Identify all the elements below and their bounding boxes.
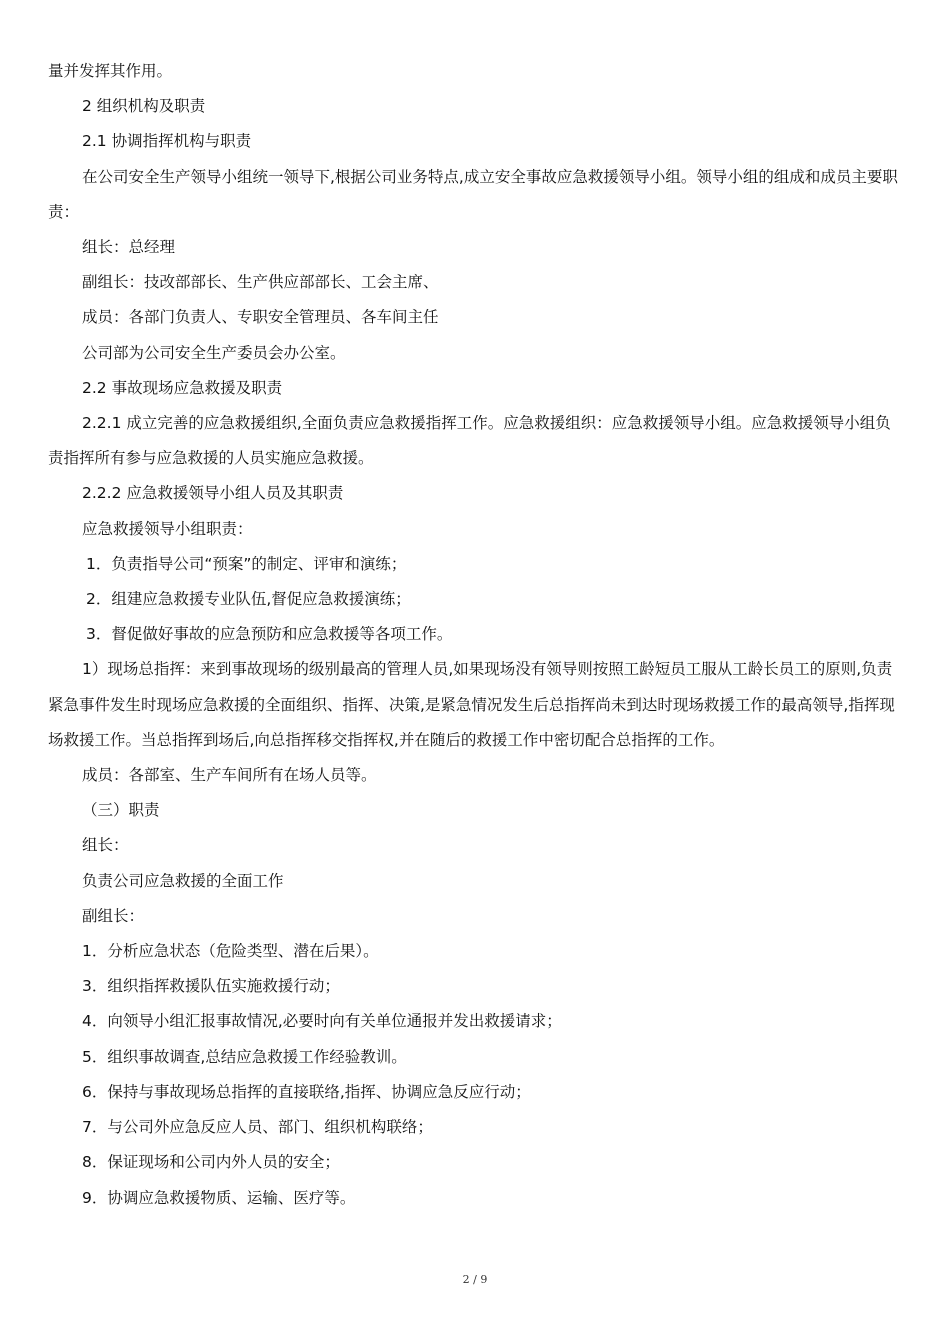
paragraph-leader-label: 组长： [82,836,129,855]
paragraph-deputy-label: 副组长： [82,906,145,925]
list-item-duty-3: 3．督促做好事故的应急预防和应急救援等各项工作。 [86,625,453,644]
paragraph-group-duties: 应急救援领导小组职责： [82,519,253,538]
paragraph-leader-duty: 负责公司应急救援的全面工作 [82,871,284,890]
paragraph-site-members: 成员：各部室、生产车间所有在场人员等。 [82,766,377,785]
list-item-duty-2: 2．组建应急救援专业队伍,督促应急救援演练； [86,590,411,609]
list-item-deputy-4: 4．向领导小组汇报事故情况,必要时向有关单位通报并发出救援请求； [82,1012,562,1031]
list-item-duty-1: 1．负责指导公司“预案”的制定、评审和演练； [86,554,407,573]
list-item-deputy-1: 1．分析应急状态（危险类型、潜在后果）。 [82,942,379,961]
paragraph-leadership-group: 在公司安全生产领导小组统一领导下,根据公司业务特点,成立安全事故应急救援领导小组。领导小组的组成和成员主要职责： [48,167,898,221]
paragraph-2-2-1: 2.2.1 成立完善的应急救援组织,全面负责应急救援指挥工作。应急救援组织：应急救援领导小组。应急救援领导小组负责指挥所有参与应急救援的人员实施应急救援。 [48,414,891,468]
paragraph-members: 成员：各部门负责人、专职安全管理员、各车间主任 [82,308,439,327]
list-item-deputy-9: 9．协调应急救援物质、运输、医疗等。 [82,1188,356,1207]
list-item-deputy-7: 7．与公司外应急反应人员、部门、组织机构联络； [82,1118,433,1137]
section-heading-2: 2 组织机构及职责 [82,97,206,116]
page-number: 2 / 9 [462,1273,488,1286]
paragraph-group-leader: 组长：总经理 [82,238,176,257]
section-heading-2-2: 2.2 事故现场应急救援及职责 [82,378,283,397]
paragraph-deputy-leader: 副组长：技改部部长、生产供应部部长、工会主席、 [82,273,439,292]
list-item-deputy-3: 3．组织指挥救援队伍实施救援行动； [82,977,340,996]
paragraph-continuation: 量并发挥其作用。 [48,62,173,80]
section-heading-duties: （三）职责 [82,801,160,820]
document-page [48,54,904,1216]
list-item-deputy-5: 5．组织事故调查,总结应急救援工作经验教训。 [82,1047,407,1066]
paragraph-site-commander: 1）现场总指挥：来到事故现场的级别最高的管理人员,如果现场没有领导则按照工龄短员工服从工龄长员工的原则,负责紧急事件发生时现场应急救援的全面组织、指挥、决策,是紧急情况发生后总指挥尚未到达时现场救援工作的最高领导,指挥现场救援工作。当总指挥到场后,向总指挥移交指挥权,并在随后的救援工作中密切配合总指挥的工作。 [48,660,895,749]
list-item-deputy-6: 6．保持与事故现场总指挥的直接联络,指挥、协调应急反应行动； [82,1082,531,1101]
section-heading-2-2-2: 2.2.2 应急救援领导小组人员及其职责 [82,484,344,503]
paragraph-office: 公司部为公司安全生产委员会办公室。 [82,343,346,362]
section-heading-2-1: 2.1 协调指挥机构与职责 [82,132,252,151]
list-item-deputy-8: 8．保证现场和公司内外人员的安全； [82,1153,340,1172]
